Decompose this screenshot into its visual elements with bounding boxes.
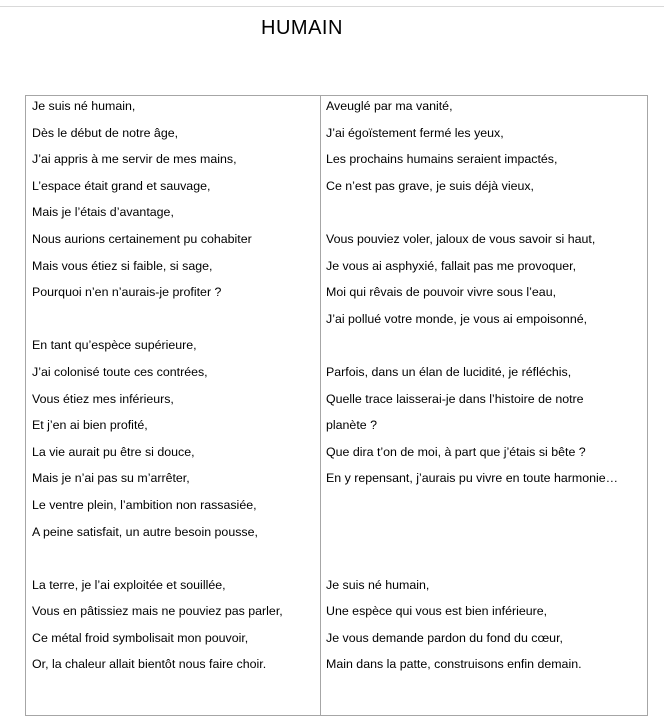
left-verse-line: Dès le début de notre âge, [32,125,179,140]
left-verse-line: J’ai appris à me servir de mes mains, [32,152,237,167]
right-verse-line: Moi qui rêvais de pouvoir vivre sous l’eau, [326,285,557,300]
left-verse-line: Le ventre plein, l’ambition non rassasiée, [32,497,257,512]
left-verse-line: L’espace était grand et sauvage, [32,178,211,193]
right-verse-line [326,549,644,576]
right-verse-line: Je vous demande pardon du fond du cœur, [326,630,563,645]
right-verse-line: J’ai pollué votre monde, je vous ai empoisonné, [326,311,588,326]
left-verse-line: En tant qu’espèce supérieure, [32,338,197,353]
left-verse-line: J’ai colonisé toute ces contrées, [32,364,208,379]
left-verse-line: Pourquoi n’en n’aurais-je profiter ? [32,285,222,300]
right-verse-line: Je vous ai asphyxié, fallait pas me provoquer, [326,258,577,273]
poem-table [25,95,648,716]
right-verse-line: Les prochains humains seraient impactés, [326,152,558,167]
right-column [326,97,644,682]
right-verse-line: Vous pouviez voler, jaloux de vous savoir si haut, [326,231,596,246]
right-verse-line: Quelle trace laisserai-je dans l’histoire de notre [326,391,584,406]
right-verse-line: Je suis né humain, [326,577,430,592]
left-verse-line: Vous étiez mes inférieurs, [32,391,174,406]
right-verse-line: Ce n’est pas grave, je suis déjà vieux, [326,178,534,193]
left-verse-line [32,549,316,576]
left-verse-line [32,310,316,337]
right-verse-line [326,203,644,230]
right-verse-line: Une espèce qui vous est bien inférieure, [326,604,548,619]
left-verse-line: La vie aurait pu être si douce, [32,444,195,459]
left-verse-line: Et j’en ai bien profité, [32,418,148,433]
left-column [32,97,316,682]
right-verse-line: En y repensant, j’aurais pu vivre en toute harmonie… [326,471,619,486]
page-top-rule [0,6,664,7]
left-verse-line: Je suis né humain, [32,99,136,113]
right-verse-line: planète ? [326,418,377,433]
left-verse-line: Mais vous étiez si faible, si sage, [32,258,213,273]
left-verse-line: A peine satisfait, un autre besoin pousse, [32,524,258,539]
left-verse-line: La terre, je l’ai exploitée et souillée, [32,577,226,592]
left-verse-line: Or, la chaleur allait bientôt nous faire choir. [32,657,267,672]
left-verse-line: Mais je l’étais d’avantage, [32,205,174,220]
column-divider [320,96,321,715]
right-verse-line [326,523,644,550]
poem-title: HUMAIN [261,17,343,39]
left-verse-line: Nous aurions certainement pu cohabiter [32,231,252,246]
right-verse-line [326,336,644,363]
right-verse-line: Parfois, dans un élan de lucidité, je réfléchis, [326,364,572,379]
left-verse-line: Mais je n’ai pas su m’arrêter, [32,471,190,486]
right-verse-line: Aveuglé par ma vanité, [326,99,453,113]
right-verse-line: Que dira t’on de moi, à part que j’étais si bête ? [326,444,586,459]
right-verse-line [326,496,644,523]
right-verse-line: J’ai égoïstement fermé les yeux, [326,125,504,140]
left-verse-line: Ce métal froid symbolisait mon pouvoir, [32,630,249,645]
left-verse-line: Vous en pâtissiez mais ne pouviez pas parler, [32,604,283,619]
right-verse-line: Main dans la patte, construisons enfin demain. [326,657,582,672]
